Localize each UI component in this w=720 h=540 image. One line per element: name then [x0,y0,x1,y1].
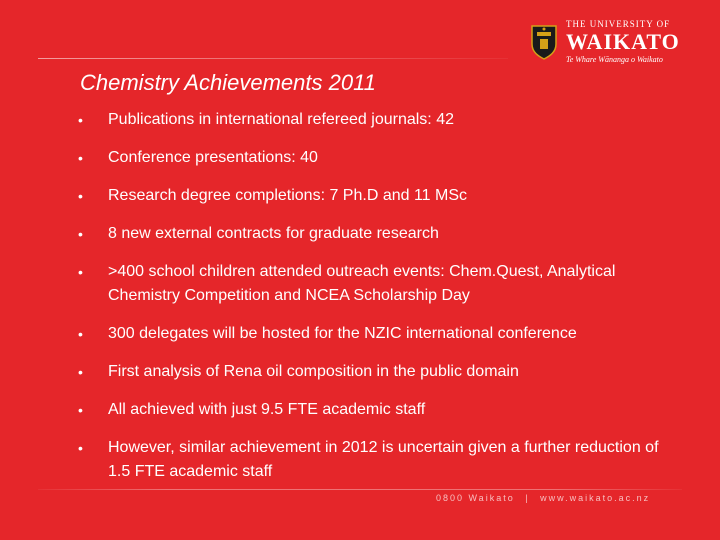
logo-top-line: THE UNIVERSITY OF [566,19,671,29]
bullet-text: 8 new external contracts for graduate research [108,225,439,242]
bullet-text: 300 delegates will be hosted for the NZIC international conference [108,325,577,342]
bullet-item [76,398,676,422]
bullet-marker: • [78,188,83,204]
bullet-marker: • [78,112,83,128]
bullet-item [76,322,676,346]
logo-text [566,20,680,64]
bullet-marker: • [78,150,83,166]
university-logo [530,16,700,68]
bullet-text: Publications in international refereed journals: 42 [108,111,454,128]
bullet-text: All achieved with just 9.5 FTE academic staff [108,401,426,418]
title-rule [38,58,508,59]
bullet-list [76,108,676,498]
bullet-marker: • [78,402,83,418]
bullet-text: First analysis of Rena oil composition in the public domain [108,363,519,380]
footer-website[interactable]: www.waikato.ac.nz [540,493,651,503]
bullet-item [76,184,676,208]
footer-rule [38,489,682,490]
crest-icon [530,24,558,60]
bullet-marker: • [78,440,83,456]
bullet-text: Research degree completions: 7 Ph.D and 11 MSc [108,187,468,204]
bullet-item [76,260,676,308]
bullet-marker: • [78,364,83,380]
bullet-item [76,222,676,246]
bullet-item [76,436,676,484]
bullet-text: >400 school children attended outreach events: Chem.Quest, Analytical Chemistry Competition and NCEA Scholarship Day [108,263,616,304]
bullet-marker: • [78,226,83,242]
slide-title: Chemistry Achievements 2011 [80,70,376,95]
bullet-text: Conference presentations: 40 [108,149,318,166]
logo-motto: Te Whare Wānanga o Waikato [566,55,663,64]
bullet-marker: • [78,264,83,280]
bullet-text: However, similar achievement in 2012 is uncertain given a further reduction of 1.5 FTE academic staff [108,439,659,480]
footer [436,493,650,503]
footer-phone: 0800 Waikato [436,493,515,503]
bullet-marker: • [78,326,83,342]
footer-separator: | [525,493,530,503]
bullet-item [76,108,676,132]
bullet-item [76,146,676,170]
bullet-item [76,360,676,384]
logo-name: WAIKATO [566,29,680,54]
